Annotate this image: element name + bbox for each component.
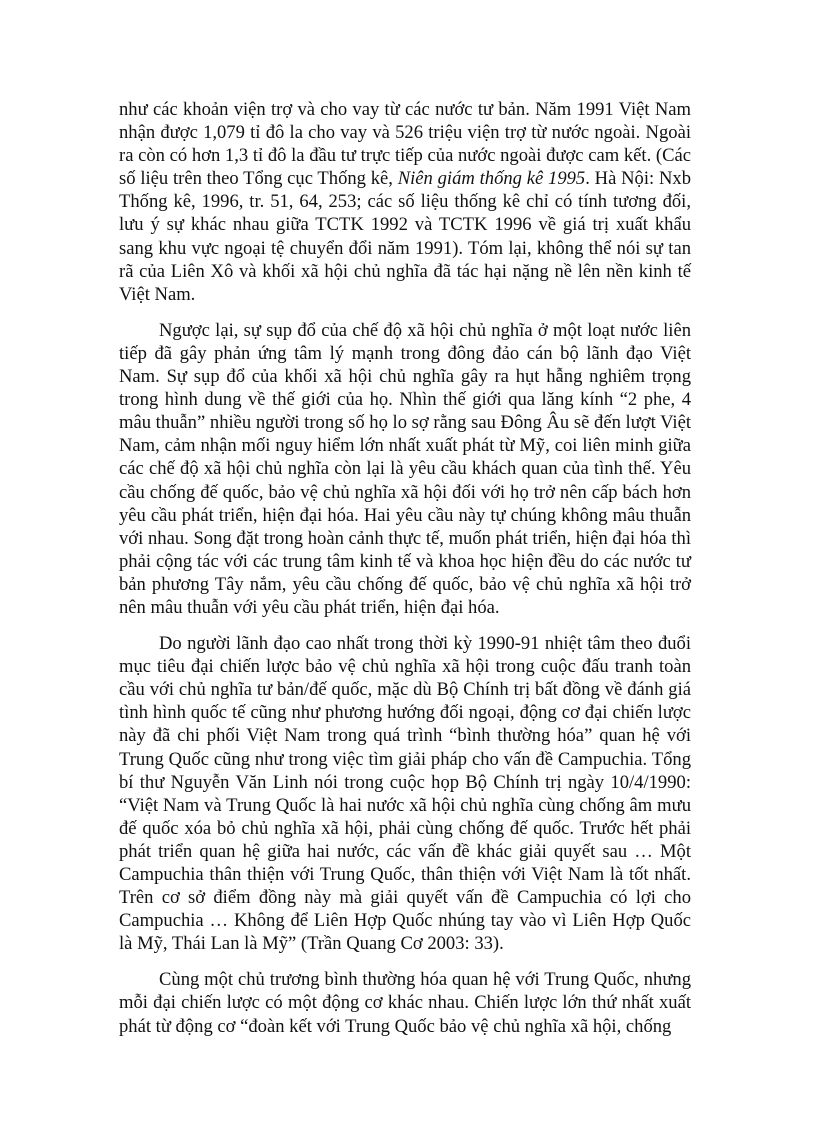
document-page <box>119 98 691 1051</box>
paragraph-1-text-a: như các khoản viện trợ và cho vay từ các nước tư bản. Năm 1991 Việt Nam nhận được 1,079 tỉ đô la cho vay và 526 triệu viện trợ từ nước ngoài. Ngoài ra còn có hơn 1,3 tỉ đô la đầu tư trực tiếp của nước ngoài được cam kết. (Các số liệu trên theo Tổng cục Thống kê, <box>119 99 691 190</box>
paragraph-3: Do người lãnh đạo cao nhất trong thời kỳ 1990-91 nhiệt tâm theo đuổi mục tiêu đại chiến lược bảo vệ chủ nghĩa xã hội trong cuộc đấu tranh toàn cầu với chủ nghĩa tư bản/đế quốc, mặc dù Bộ Chính trị bất đồng về đánh giá tình hình quốc tế cũng như phương hướng đối ngoại, động cơ đại chiến lược này đã chi phối Việt Nam trong quá trình “bình thường hóa” quan hệ với Trung Quốc cũng như trong việc tìm giải pháp cho vấn đề Campuchia. Tổng bí thư Nguyễn Văn Linh nói trong cuộc họp Bộ Chính trị ngày 10/4/1990: “Việt Nam và Trung Quốc là hai nước xã hội chủ nghĩa cùng chống âm mưu đế quốc xóa bỏ chủ nghĩa xã hội, phải cùng chống đế quốc. Trước hết phải phát triển quan hệ giữa hai nước, các vấn đề khác giải quyết sau … Một Campuchia thân thiện với Trung Quốc, thân thiện với Việt Nam là tốt nhất. Trên cơ sở điểm đồng này mà giải quyết vấn đề Campuchia có lợi cho Campuchia … Không để Liên Hợp Quốc nhúng tay vào vì Liên Hợp Quốc là Mỹ, Thái Lan là Mỹ” (Trần Quang Cơ 2003: 33). <box>119 633 691 955</box>
paragraph-2: Ngược lại, sự sụp đổ của chế độ xã hội chủ nghĩa ở một loạt nước liên tiếp đã gây phản ứng tâm lý mạnh trong đông đảo cán bộ lãnh đạo Việt Nam. Sự sụp đổ của khối xã hội chủ nghĩa gây ra hụt hẫng nghiêm trọng trong hình dung về thế giới của họ. Nhìn thế giới qua lăng kính “2 phe, 4 mâu thuẫn” nhiều người trong số họ lo sợ rằng sau Đông Âu sẽ đến lượt Việt Nam, cảm nhận mối nguy hiểm lớn nhất xuất phát từ Mỹ, coi liên minh giữa các chế độ xã hội chủ nghĩa còn lại là yêu cầu khách quan của tình thế. Yêu cầu chống đế quốc, bảo vệ chủ nghĩa xã hội đối với họ trở nên cấp bách hơn yêu cầu phát triển, hiện đại hóa. Hai yêu cầu này tự chúng không mâu thuẫn với nhau. Song đặt trong hoàn cảnh thực tế, muốn phát triển, hiện đại hóa thì phải cộng tác với các trung tâm kinh tế và khoa học hiện đều do các nước tư bản phương Tây nắm, yêu cầu chống đế quốc, bảo vệ chủ nghĩa xã hội trở nên mâu thuẫn với yêu cầu phát triển, hiện đại hóa. <box>119 319 691 618</box>
paragraph-1-text-b: . Hà Nội: Nxb Thống kê, 1996, tr. 51, 64, 253; các số liệu thống kê chỉ có tính tương đối, lưu ý sự khác nhau giữa TCTK 1992 và TCTK 1996 về giá trị xuất khẩu sang khu vực ngoại tệ chuyển đổi năm 1991). Tóm lại, không thể nói sự tan rã của Liên Xô và khối xã hội chủ nghĩa đã tác hại nặng nề lên nền kinh tế Việt Nam. <box>119 168 691 305</box>
paragraph-4: Cùng một chủ trương bình thường hóa quan hệ với Trung Quốc, nhưng mỗi đại chiến lược có một động cơ khác nhau. Chiến lược lớn thứ nhất xuất phát từ động cơ “đoàn kết với Trung Quốc bảo vệ chủ nghĩa xã hội, chống <box>119 969 691 1037</box>
paragraph-1 <box>119 98 691 306</box>
paragraph-1-italic-title: Niên giám thống kê 1995 <box>397 168 586 190</box>
